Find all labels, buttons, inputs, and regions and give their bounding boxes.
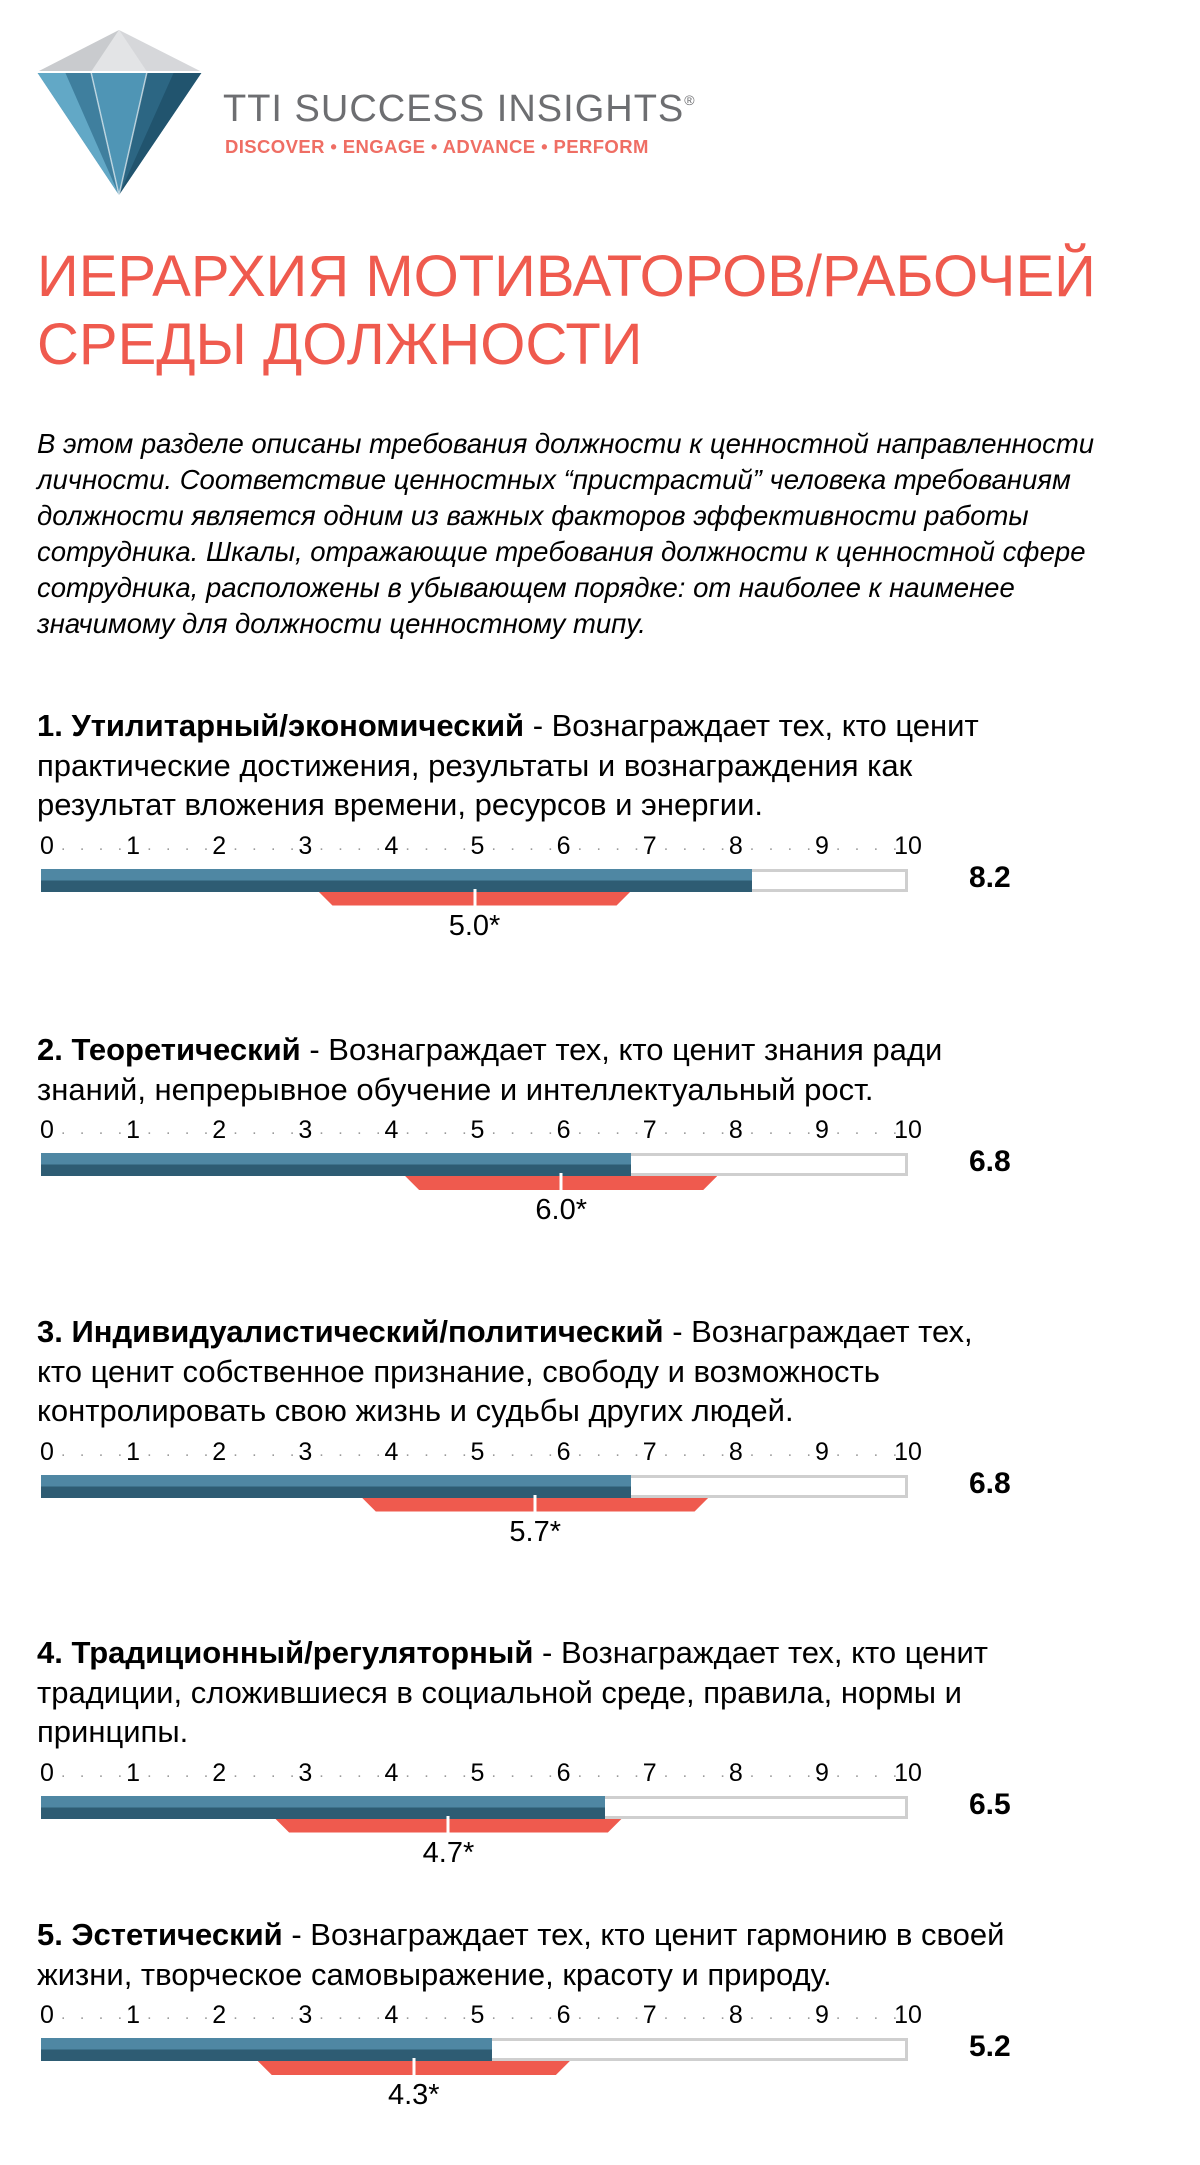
scale-dots: . . . . xyxy=(233,836,300,854)
scale-dots: . . . . xyxy=(233,1763,300,1781)
score-bar-fill xyxy=(41,869,752,892)
scale-dots: . . . . xyxy=(61,1442,128,1460)
scale-tick-label: 9 xyxy=(814,831,829,860)
scale-tick-label: 7 xyxy=(642,2001,657,2029)
scale-dots: . . . . xyxy=(835,1442,903,1460)
norm-marker xyxy=(534,1495,537,1512)
scale-dots: . . . . xyxy=(233,1442,300,1460)
scale-tick-label: 1 xyxy=(126,831,141,860)
motivator-description xyxy=(37,1633,1007,1752)
scale-tick-label: 4 xyxy=(384,1116,399,1144)
norm-marker xyxy=(473,889,476,906)
norm-value-label: 5.7* xyxy=(509,1515,561,1548)
score-bar-fill xyxy=(41,1796,605,1819)
scale-dots: . . . . xyxy=(233,1121,300,1138)
scale-tick-label: 9 xyxy=(814,1758,829,1787)
score-bar-row xyxy=(37,2030,1137,2116)
page-title xyxy=(37,243,1177,379)
scale-dots: . . . . xyxy=(147,1763,214,1781)
scale-tick-label: 1 xyxy=(126,2001,141,2029)
scale-tick-label: 2 xyxy=(212,2001,227,2029)
scale-tick-label: 8 xyxy=(728,1758,743,1787)
scale-tick-label: 5 xyxy=(470,1758,485,1787)
norm-value-label: 6.0* xyxy=(535,1194,587,1226)
scale-tick-label: 3 xyxy=(298,1758,313,1787)
scale-tick-label: 3 xyxy=(298,1437,313,1466)
scale-tick-label: 10 xyxy=(894,1437,922,1466)
scale-dots: . . . . xyxy=(749,1121,816,1138)
scale-ticks xyxy=(37,1115,922,1145)
scale-tick-label: 6 xyxy=(556,831,571,860)
scale-tick-label: 4 xyxy=(384,1437,399,1466)
motivator-title: 4. Традиционный/регуляторный xyxy=(37,1635,534,1670)
motivator-text: - Вознаграждает тех, кто ценит знания ради знаний, непрерывное обучение и интеллектуальный рост. xyxy=(37,1032,943,1107)
scale-tick-label: 6 xyxy=(556,1758,571,1787)
scale-tick-label: 3 xyxy=(298,831,313,860)
scale-dots: . . . . xyxy=(663,2006,730,2023)
motivator-title: 5. Эстетический xyxy=(37,1917,283,1952)
scale-dots: . . . . xyxy=(577,1763,644,1781)
motivator-section xyxy=(37,1030,1177,1231)
motivator-title: 2. Теоретический xyxy=(37,1032,301,1067)
scale-dots: . . . . xyxy=(835,1763,903,1781)
intro-paragraph: В этом разделе описаны требования должности к ценностной направленности личности. Соответствие ценностных “пристрастий” человека требованиям должности является одним из важных факторов эффективности работы сотрудника. Шкалы, отражающие требования должности к ценностной сфере сотрудника, расположены в убывающем порядке: от наиболее к наименее значимому для должности ценностному типу. xyxy=(37,428,1095,639)
scale-dots: . . . . xyxy=(405,836,472,854)
score-value: 6.8 xyxy=(969,1145,1011,1178)
scale-dots: . . . . xyxy=(663,1442,730,1460)
motivator-text: - Вознаграждает тех, кто ценит гармонию в своей жизни, творческое самовыражение, красоту и природу. xyxy=(37,1917,1005,1992)
scale-tick-label: 7 xyxy=(642,1758,657,1787)
scale-dots: . . . . xyxy=(147,836,214,854)
score-bar-fill xyxy=(41,2038,492,2061)
scale-dots: . . . . xyxy=(147,2006,214,2023)
scale-tick-label: 0 xyxy=(40,831,54,860)
scale-tick-label: 0 xyxy=(40,1437,54,1466)
scale-dots: . . . . xyxy=(577,836,644,854)
motivator-text: - Вознаграждает тех, кто ценит практические достижения, результаты и вознаграждения как результат вложения времени, ресурсов и энергии. xyxy=(37,708,979,822)
motivator-text: - Вознаграждает тех, кто ценит собственное признание, свободу и возможность контролировать свою жизнь и судьбы других людей. xyxy=(37,1314,973,1428)
scale-dots: . . . . xyxy=(319,1121,386,1138)
scale-tick-label: 7 xyxy=(642,1437,657,1466)
scale-dots: . . . . xyxy=(233,2006,300,2023)
scale-dots: . . . . xyxy=(749,1763,816,1781)
scale-dots: . . . . xyxy=(61,1121,128,1138)
scale-dots: . . . . xyxy=(405,1121,472,1138)
scale-dots: . . . . xyxy=(319,1763,386,1781)
scale-tick-label: 8 xyxy=(728,831,743,860)
motivator-section xyxy=(37,1312,1177,1553)
header xyxy=(37,30,937,200)
scale-tick-label: 2 xyxy=(212,1437,227,1466)
scale-dots: . . . . xyxy=(835,836,903,854)
motivator-description xyxy=(37,706,1007,825)
motivator-title: 3. Индивидуалистический/политический xyxy=(37,1314,664,1349)
scale-tick-label: 4 xyxy=(384,831,399,860)
scale-tick-label: 2 xyxy=(212,1758,227,1787)
motivator-section xyxy=(37,1633,1177,1874)
scale-dots: . . . . xyxy=(491,1763,558,1781)
scale-dots: . . . . xyxy=(319,1442,386,1460)
scale-tick-label: 10 xyxy=(894,2001,922,2029)
motivator-description xyxy=(37,1312,1007,1431)
norm-value-label: 4.3* xyxy=(387,2079,440,2111)
score-bar-fill xyxy=(41,1153,631,1176)
scale-dots: . . . . xyxy=(491,1121,558,1138)
score-bar-row xyxy=(37,1145,1137,1231)
motivator-description xyxy=(37,1030,1007,1109)
scale-tick-label: 0 xyxy=(40,2001,54,2029)
scale-tick-label: 10 xyxy=(894,1758,922,1787)
scale-tick-label: 1 xyxy=(126,1116,141,1144)
score-bar-row xyxy=(37,1466,1137,1553)
scale-tick-label: 4 xyxy=(384,1758,399,1787)
scale-tick-label: 9 xyxy=(814,1116,829,1144)
scale-ticks xyxy=(37,1437,922,1467)
score-bar-fill xyxy=(41,1475,631,1498)
scale-tick-label: 5 xyxy=(470,1116,485,1144)
scale-dots: . . . . xyxy=(663,1121,730,1138)
scale-tick-label: 9 xyxy=(814,2001,829,2029)
scale-tick-label: 0 xyxy=(40,1758,54,1787)
scale-dots: . . . . xyxy=(491,2006,558,2023)
scale-dots: . . . . xyxy=(61,2006,128,2023)
brand-tagline: DISCOVER • ENGAGE • ADVANCE • PERFORM xyxy=(225,136,649,157)
norm-value-label: 5.0* xyxy=(448,909,501,942)
brand-name: TTI SUCCESS INSIGHTS® xyxy=(223,88,696,130)
scale-tick-label: 5 xyxy=(470,831,485,860)
scale-tick-label: 3 xyxy=(298,2001,313,2029)
scale-dots: . . . . xyxy=(491,836,558,854)
motivator-title: 1. Утилитарный/экономический xyxy=(37,708,525,743)
scale-dots: . . . . xyxy=(749,836,816,854)
scale-tick-label: 10 xyxy=(894,831,922,860)
norm-value-label: 4.7* xyxy=(422,1836,475,1869)
scale-dots: . . . . xyxy=(835,2006,903,2023)
scale-ticks xyxy=(37,2000,922,2030)
scale-dots: . . . . xyxy=(577,1121,644,1138)
diamond-logo-icon xyxy=(37,30,202,195)
page-title-line-2: СРЕДЫ ДОЛЖНОСТИ xyxy=(37,312,643,377)
scale-tick-label: 8 xyxy=(728,1116,743,1144)
scale-tick-label: 4 xyxy=(384,2001,399,2029)
scale-dots: . . . . xyxy=(319,2006,386,2023)
scale-tick-label: 6 xyxy=(556,2001,571,2029)
scale-dots: . . . . xyxy=(61,1763,128,1781)
scale-ticks xyxy=(37,831,922,861)
page-title-line-1: ИЕРАРХИЯ МОТИВАТОРОВ/РАБОЧЕЙ xyxy=(37,244,1096,309)
norm-marker xyxy=(447,1816,450,1833)
scale-tick-label: 9 xyxy=(814,1437,829,1466)
motivator-description xyxy=(37,1915,1007,1994)
scale-tick-label: 6 xyxy=(556,1116,571,1144)
scale-tick-label: 2 xyxy=(212,831,227,860)
motivator-section xyxy=(37,706,1177,947)
motivator-text: - Вознаграждает тех, кто ценит традиции, сложившиеся в социальной среде, правила, нормы и принципы. xyxy=(37,1635,988,1749)
scale-tick-label: 0 xyxy=(40,1116,54,1144)
scale-dots: . . . . xyxy=(577,2006,644,2023)
score-value: 6.5 xyxy=(969,1787,1011,1821)
scale-tick-label: 2 xyxy=(212,1116,227,1144)
scale-tick-label: 5 xyxy=(470,1437,485,1466)
scale-tick-label: 1 xyxy=(126,1758,141,1787)
score-bar-row xyxy=(37,1787,1137,1874)
scale-tick-label: 8 xyxy=(728,1437,743,1466)
score-bar-row xyxy=(37,860,1137,947)
scale-dots: . . . . xyxy=(749,1442,816,1460)
scale-dots: . . . . xyxy=(577,1442,644,1460)
scale-tick-label: 6 xyxy=(556,1437,571,1466)
scale-tick-label: 10 xyxy=(894,1116,922,1144)
scale-dots: . . . . xyxy=(663,1763,730,1781)
scale-dots: . . . . xyxy=(147,1121,214,1138)
score-value: 6.8 xyxy=(969,1466,1011,1500)
motivator-section xyxy=(37,1915,1177,2116)
scale-tick-label: 1 xyxy=(126,1437,141,1466)
scale-tick-label: 7 xyxy=(642,831,657,860)
norm-marker xyxy=(560,1173,563,1190)
scale-tick-label: 3 xyxy=(298,1116,313,1144)
scale-dots: . . . . xyxy=(61,836,128,854)
scale-dots: . . . . xyxy=(835,1121,903,1138)
score-value: 5.2 xyxy=(969,2030,1011,2063)
scale-dots: . . . . xyxy=(319,836,386,854)
scale-tick-label: 5 xyxy=(470,2001,485,2029)
scale-dots: . . . . xyxy=(405,1442,472,1460)
scale-dots: . . . . xyxy=(147,1442,214,1460)
scale-dots: . . . . xyxy=(405,2006,472,2023)
scale-tick-label: 8 xyxy=(728,2001,743,2029)
scale-dots: . . . . xyxy=(749,2006,816,2023)
scale-dots: . . . . xyxy=(491,1442,558,1460)
scale-tick-label: 7 xyxy=(642,1116,657,1144)
scale-dots: . . . . xyxy=(663,836,730,854)
scale-ticks xyxy=(37,1758,922,1788)
scale-dots: . . . . xyxy=(405,1763,472,1781)
score-value: 8.2 xyxy=(969,860,1011,894)
norm-marker xyxy=(412,2058,415,2075)
